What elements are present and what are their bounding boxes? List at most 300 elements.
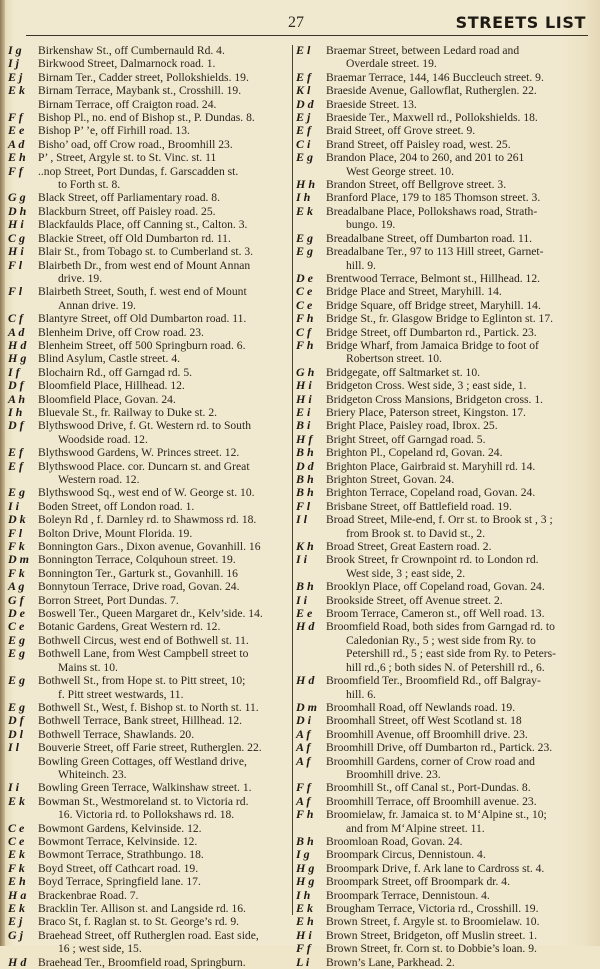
street-entry <box>8 446 290 459</box>
street-entry <box>296 460 581 473</box>
map-grid-reference: I g <box>296 847 310 862</box>
street-entry <box>296 245 581 272</box>
street-entry <box>8 44 290 57</box>
street-entry <box>8 902 290 915</box>
street-entry <box>296 326 581 339</box>
street-entry <box>8 205 290 218</box>
street-description <box>38 822 290 835</box>
street-description <box>38 875 290 888</box>
map-grid-reference: F h <box>296 337 314 352</box>
map-grid-reference: C f <box>296 324 311 339</box>
map-grid-reference: G f <box>8 592 24 607</box>
street-description-line: Boyd Street, off Cathcart road. 19. <box>38 861 199 875</box>
map-grid-reference: D d <box>296 458 314 473</box>
map-grid-reference: H h <box>296 177 316 192</box>
street-description-continuation: West George street. 10. <box>346 164 454 178</box>
street-entry <box>8 486 290 499</box>
street-description-continuation: Petershill rd., 5 ; east side from Ry. to Peters- <box>346 647 557 661</box>
street-description-line: Bridge Place and Street, Maryhill. 14. <box>326 285 502 299</box>
map-grid-reference: D e <box>8 606 25 621</box>
street-description-line: Broom Terrace, Cameron st., off Well road. 13. <box>326 607 545 621</box>
street-description-line: Bright Street, off Garngad road. 5. <box>326 432 486 446</box>
street-description <box>326 915 581 928</box>
street-entry <box>8 379 290 392</box>
street-description-line: Blythswood Gardens, W. Princes street. 12. <box>38 446 240 460</box>
street-description <box>38 111 290 124</box>
map-grid-reference: G j <box>8 927 23 942</box>
street-description <box>326 71 581 84</box>
street-entry <box>8 553 290 566</box>
street-description <box>38 580 290 593</box>
map-grid-reference: H i <box>296 391 312 406</box>
street-description <box>326 406 581 419</box>
street-description-continuation: from Brook st. to David st., 2. <box>346 526 486 540</box>
street-description-line: Bracklin Ter. Allison st. and Langside rd. 16. <box>38 902 246 915</box>
street-description <box>38 540 290 553</box>
street-description-line: Bridge St., fr. Glasgow Bridge to Eglinton st. 17. <box>326 312 554 326</box>
street-description-line: Bloomfield Place, Govan. 24. <box>38 392 176 406</box>
map-grid-reference: D m <box>296 699 317 714</box>
street-entry <box>296 433 581 446</box>
street-description-line: Bowmont Gardens, Kelvinside. 12. <box>38 821 202 835</box>
street-description-line: Brooklyn Place, off Copeland road, Govan. 24. <box>326 580 545 594</box>
street-entry <box>8 956 290 969</box>
street-description-line: Brown Street, Bridgeton, off Muslin street. 1. <box>326 928 538 942</box>
street-description-line: Brown Street, fr. Corn st. to Dobbie’s loan. 9. <box>326 942 537 956</box>
map-grid-reference: E e <box>8 123 25 138</box>
map-grid-reference: E k <box>296 901 314 915</box>
map-grid-reference: B h <box>296 472 314 486</box>
street-description <box>326 714 581 727</box>
street-description-line: Bowman St., Westmoreland st. to Victoria rd. <box>38 794 249 808</box>
street-description-line: Bright Place, Paisley road, Ibrox. 25. <box>326 419 498 433</box>
map-grid-reference: H i <box>296 378 312 393</box>
street-entry <box>296 513 581 540</box>
street-description <box>326 44 581 71</box>
map-grid-reference: L i <box>296 954 310 969</box>
map-grid-reference: C e <box>8 619 25 634</box>
street-entry <box>8 326 290 339</box>
street-description-line: Brandon Street, off Bellgrove street. 3. <box>326 178 507 192</box>
street-description-line: Braemar Street, between Ledard road and <box>326 44 520 57</box>
street-description-line: Bridge Street, off Dumbarton rd., Partick. 23. <box>326 325 537 339</box>
street-entry <box>296 191 581 204</box>
map-grid-reference: I i <box>8 780 20 795</box>
street-description-line: Broomhill St., off Canal st., Port-Dundas. 8. <box>326 781 531 795</box>
street-entry <box>296 178 581 191</box>
street-description-line: Braid Street, off Grove street. 9. <box>326 124 476 138</box>
street-description-line: Blantyre Street, off Old Dumbarton road. 11. <box>38 312 247 326</box>
street-description-line: Broomhill Terrace, off Broomhill avenue. 23. <box>326 794 537 808</box>
street-description-continuation: Western road. 12. <box>58 473 140 486</box>
street-description <box>326 366 581 379</box>
map-grid-reference: I i <box>296 552 308 567</box>
street-entry <box>8 741 290 754</box>
street-description-line: Blairbeth Street, South, f. west end of Mount <box>38 285 247 299</box>
street-entry <box>296 835 581 848</box>
street-description-line: Bowmont Terrace, Kelvinside. 12. <box>38 834 198 848</box>
street-entry <box>8 755 290 782</box>
street-entry <box>296 540 581 553</box>
street-description <box>38 620 290 633</box>
street-entry <box>296 714 581 727</box>
street-description-line: Blythswood Place. cor. Duncarn st. and Great <box>38 459 250 473</box>
street-description-line: Bonnington Gars., Dixon avenue, Govanhill. 16 <box>38 540 261 554</box>
street-entry <box>296 285 581 298</box>
street-description-line: Broomfield Ter., Broomfield Rd., off Balgray- <box>326 674 541 688</box>
street-description-continuation: West side, 3 ; east side, 2. <box>346 566 466 580</box>
street-description-line: Bisho’ oad, off Crow road., Broomhill 23. <box>38 137 233 151</box>
street-entry <box>296 419 581 432</box>
street-description <box>38 232 290 245</box>
street-description-line: Bishop Pl., no. end of Bishop st., P. Dundas. 8. <box>38 111 255 125</box>
map-grid-reference: B h <box>296 485 314 500</box>
street-description-line: Bonnington Terrace, Colquhoun street. 19. <box>38 553 236 567</box>
street-description-line: Brookside Street, off Avenue street. 2. <box>326 593 503 607</box>
map-grid-reference: K l <box>296 83 311 98</box>
street-description-line: Briery Place, Paterson street, Kingston. 17. <box>326 405 526 419</box>
map-grid-reference: I l <box>296 512 308 527</box>
street-description-line: Bouverie Street, off Farie street, Rutherglen. 22. <box>38 741 262 755</box>
street-description-line: Brand Street, off Paisley road, west. 25. <box>326 137 511 151</box>
map-grid-reference: E j <box>296 110 311 125</box>
street-entry <box>296 111 581 124</box>
map-grid-reference: F f <box>8 110 23 125</box>
street-description <box>38 956 290 969</box>
street-description <box>326 875 581 888</box>
street-description <box>326 540 581 553</box>
street-description-line: Bothwell Lane, from West Campbell street to <box>38 647 249 661</box>
header-rule <box>26 35 588 36</box>
street-description <box>38 795 290 822</box>
street-entry <box>8 647 290 674</box>
street-description-line: Blythswood Sq., west end of W. George st. 10. <box>38 486 255 500</box>
street-description-line: Bothwell Terrace, Shawlands. 20. <box>38 727 195 741</box>
street-description <box>38 755 290 782</box>
street-description-line: P’ , Street, Argyle st. to St. Vinc. st. 11 <box>38 151 217 165</box>
street-entry <box>296 889 581 902</box>
street-description-line: Broomhill Gardens, corner of Crow road and <box>326 754 535 768</box>
street-entry <box>8 594 290 607</box>
street-description <box>38 848 290 861</box>
street-description <box>326 795 581 808</box>
street-description-line: Braehead Street, off Rutherglen road. East side, <box>38 928 259 942</box>
street-description <box>38 57 290 70</box>
street-description <box>38 486 290 499</box>
street-entry <box>296 393 581 406</box>
street-description-line: Brighton Pl., Copeland rd, Govan. 24. <box>326 446 503 460</box>
street-description <box>326 848 581 861</box>
street-description-line: Broomielaw, fr. Jamaica st. to M‘Alpine st., 10; <box>326 808 547 822</box>
map-grid-reference: F l <box>296 498 311 513</box>
street-description <box>326 245 581 272</box>
street-description-line: Bridgeton Cross Mansions, Bridgeton cross. 1. <box>326 392 544 406</box>
street-entry <box>8 352 290 365</box>
map-grid-reference: E k <box>8 83 26 98</box>
street-entry <box>8 259 290 286</box>
street-description-continuation: Mains st. 10. <box>58 660 118 674</box>
street-entry <box>296 848 581 861</box>
street-description-line: Bowmont Terrace, Strathbungo. 18. <box>38 848 204 862</box>
street-description <box>326 553 581 580</box>
map-grid-reference: E f <box>8 445 23 460</box>
street-entry <box>296 875 581 888</box>
map-grid-reference: E g <box>8 673 26 688</box>
map-grid-reference: C f <box>8 311 23 326</box>
street-entry <box>8 232 290 245</box>
street-description-line: Bloomfield Place, Hillhead. 12. <box>38 379 185 393</box>
street-entry <box>296 741 581 754</box>
map-grid-reference: F k <box>8 539 25 554</box>
street-description <box>326 902 581 915</box>
street-description <box>326 755 581 782</box>
street-description <box>326 191 581 204</box>
map-grid-reference: K h <box>296 539 314 554</box>
map-grid-reference: H i <box>8 217 24 232</box>
map-grid-reference: G g <box>8 190 26 205</box>
street-description-line: Braemar Terrace, 144, 146 Buccleuch street. 9. <box>326 70 544 84</box>
street-entry <box>296 942 581 955</box>
street-description-line: Broompark Terrace, Dennistoun. 4. <box>326 888 490 902</box>
map-grid-reference: I h <box>8 404 23 419</box>
street-entry <box>296 446 581 459</box>
street-description <box>38 513 290 526</box>
map-grid-reference: H g <box>296 860 315 875</box>
street-description-line: Broomhill Avenue, off Broomhill drive. 23. <box>326 727 528 741</box>
map-grid-reference: F l <box>8 525 23 540</box>
map-grid-reference: B h <box>296 833 314 848</box>
street-entry <box>8 527 290 540</box>
map-grid-reference: E l <box>296 43 311 57</box>
street-description <box>326 326 581 339</box>
map-grid-reference: E f <box>296 123 311 138</box>
map-grid-reference: E k <box>8 847 26 862</box>
street-description-line: Bridgegate, off Saltmarket st. 10. <box>326 365 481 379</box>
street-description-line: Brighton Terrace, Copeland road, Govan. 24. <box>326 486 536 500</box>
street-description-continuation: hill rd.,6 ; both sides N. of Petershill rd., 6. <box>346 660 545 674</box>
street-description-line: Birnam Terrace, Maybank st., Crosshill. 19. <box>38 84 242 98</box>
map-grid-reference: I j <box>8 56 20 71</box>
map-grid-reference: H d <box>296 619 315 634</box>
street-description-line: Brook Street, fr Crownpoint rd. to London rd. <box>326 553 539 567</box>
street-description <box>326 98 581 111</box>
street-description <box>38 326 290 339</box>
street-description <box>38 84 290 97</box>
street-description <box>38 567 290 580</box>
map-grid-reference: D l <box>8 726 23 741</box>
map-grid-reference: C e <box>296 284 313 299</box>
street-description <box>326 419 581 432</box>
column-divider <box>292 45 293 915</box>
street-description-line: Boyd Terrace, Springfield lane. 17. <box>38 875 201 889</box>
map-grid-reference: E j <box>8 69 23 84</box>
street-description <box>38 634 290 647</box>
street-entry <box>296 701 581 714</box>
map-grid-reference: I h <box>296 190 311 205</box>
street-description-line: Breadalbane Place, Pollokshaws road, Strath- <box>326 204 538 218</box>
map-grid-reference: D k <box>8 512 26 527</box>
street-entry <box>296 379 581 392</box>
map-grid-reference: F f <box>296 780 311 795</box>
street-description-line: Broompark Circus, Dennistoun. 4. <box>326 848 486 862</box>
page-header <box>26 12 586 36</box>
map-grid-reference: H a <box>8 887 27 902</box>
street-description <box>38 245 290 258</box>
street-description <box>38 728 290 741</box>
street-description <box>326 942 581 955</box>
street-description <box>38 151 290 164</box>
street-description-continuation: Caledonian Ry., 5 ; west side from Ry. to <box>346 633 536 647</box>
street-entry <box>296 902 581 915</box>
street-description <box>38 406 290 419</box>
street-description-line: Brown Street, f. Argyle st. to Broomielaw. 10. <box>326 915 540 929</box>
map-grid-reference: F f <box>296 941 311 956</box>
street-description-line: Bonnington Ter., Garturk st., Govanhill. 16 <box>38 566 238 580</box>
map-grid-reference: F h <box>296 311 314 326</box>
map-grid-reference: D d <box>296 96 314 111</box>
street-description <box>38 889 290 902</box>
street-description <box>38 741 290 754</box>
street-description <box>38 915 290 928</box>
street-entry <box>296 84 581 97</box>
street-description-line: Braeside Ter., Maxwell rd., Pollokshields. 18. <box>326 111 538 125</box>
street-description <box>38 218 290 231</box>
map-grid-reference: A f <box>296 793 311 808</box>
street-description <box>326 607 581 620</box>
street-description-continuation: and from M‘Alpine street. 11. <box>346 821 485 835</box>
map-grid-reference: F f <box>8 163 23 178</box>
street-entry <box>296 674 581 701</box>
street-entry <box>296 862 581 875</box>
street-description <box>326 728 581 741</box>
street-description <box>38 929 290 956</box>
street-description-line: Braehead Ter., Broomfield road, Springburn. <box>38 955 246 969</box>
street-description-continuation: to Forth st. 8. <box>58 178 121 192</box>
street-description-line: Blair St., from Tobago st. to Cumberland st. 3. <box>38 245 254 259</box>
street-entry <box>8 218 290 231</box>
street-entry <box>296 98 581 111</box>
street-description <box>326 741 581 754</box>
map-grid-reference: H i <box>8 244 24 259</box>
map-grid-reference: D f <box>8 418 24 433</box>
map-grid-reference: H d <box>8 954 27 969</box>
street-description-line: Bowling Green Cottages, off Westland drive, <box>38 754 247 768</box>
map-grid-reference: H g <box>296 874 315 889</box>
street-description <box>38 205 290 218</box>
street-entry <box>296 339 581 366</box>
map-grid-reference: A g <box>8 579 25 594</box>
street-description <box>326 446 581 459</box>
street-entry <box>8 366 290 379</box>
street-description-line: Braeside Avenue, Gallowflat, Rutherglen. 22. <box>326 84 537 98</box>
street-entry <box>296 272 581 285</box>
street-description <box>38 98 290 111</box>
street-description-line: Bridge Wharf, from Jamaica Bridge to foot of <box>326 338 539 352</box>
map-grid-reference: I f <box>8 364 20 379</box>
street-description <box>38 714 290 727</box>
street-description-line: Birkenshaw St., off Cumbernauld Rd. 4. <box>38 44 225 57</box>
street-description-line: Boleyn Rd , f. Darnley rd. to Shawmoss rd. 18. <box>38 513 257 527</box>
map-grid-reference: F h <box>296 807 314 822</box>
map-grid-reference: C e <box>296 297 313 312</box>
street-description <box>38 553 290 566</box>
street-description-line: Broad Street, Mile-end, f. Orr st. to Brook st , 3 ; <box>326 513 553 527</box>
street-description <box>326 393 581 406</box>
street-description <box>38 339 290 352</box>
map-grid-reference: F k <box>8 565 25 580</box>
street-description <box>326 339 581 366</box>
street-description-line: Blairbeth Dr., from west end of Mount Annan <box>38 258 251 272</box>
street-description <box>38 259 290 286</box>
street-description <box>38 500 290 513</box>
street-description-line: Bolton Drive, Mount Florida. 19. <box>38 526 193 540</box>
street-description-line: Broomhall Street, off West Scotland st. 18 <box>326 714 522 728</box>
street-entry <box>8 567 290 580</box>
street-entry <box>8 84 290 97</box>
street-description <box>326 285 581 298</box>
map-grid-reference: C g <box>8 230 26 245</box>
street-description <box>38 902 290 915</box>
street-entry <box>296 486 581 499</box>
street-description <box>38 191 290 204</box>
left-column <box>8 44 290 969</box>
street-description <box>38 594 290 607</box>
street-description-line: Bluevale St., fr. Railway to Duke st. 2. <box>38 405 218 419</box>
street-description-line: Brentwood Terrace, Belmont st., Hillhead. 12. <box>326 271 541 285</box>
street-entry <box>296 607 581 620</box>
map-grid-reference: E h <box>8 150 26 165</box>
street-description-line: Blenheim Drive, off Crow road. 23. <box>38 325 204 339</box>
street-description-line: Breadalbane Ter., 97 to 113 Hill street, Garnet- <box>326 245 544 259</box>
street-entry <box>8 540 290 553</box>
street-description <box>326 956 581 969</box>
map-grid-reference: E g <box>8 485 26 500</box>
street-description-continuation: Broomhill drive. 23. <box>346 767 441 781</box>
street-entry <box>8 795 290 822</box>
map-grid-reference: E g <box>8 632 26 647</box>
street-description <box>38 419 290 446</box>
map-grid-reference: D f <box>8 713 24 728</box>
street-description <box>326 889 581 902</box>
map-grid-reference: F l <box>8 284 23 299</box>
street-description-line: Brighton Place, Gairbraid st. Maryhill rd. 14. <box>326 459 536 473</box>
map-grid-reference: I l <box>8 740 20 755</box>
street-description-line: Brandon Place, 204 to 260, and 201 to 261 <box>326 151 525 165</box>
street-description-continuation: Overdale street. 19. <box>346 57 437 71</box>
street-entry <box>8 339 290 352</box>
map-grid-reference: E f <box>8 458 23 473</box>
street-entry <box>296 71 581 84</box>
street-description-line: Bishop P’ ’e, off Firhill road. 13. <box>38 124 190 138</box>
map-grid-reference: A d <box>8 324 25 339</box>
street-description <box>326 701 581 714</box>
map-grid-reference: C i <box>296 136 311 151</box>
map-grid-reference: F l <box>8 257 23 272</box>
street-description <box>38 460 290 487</box>
street-entry <box>8 285 290 312</box>
street-entry <box>296 312 581 325</box>
street-description <box>326 272 581 285</box>
street-entry <box>296 620 581 674</box>
street-description <box>326 433 581 446</box>
street-entry <box>296 781 581 794</box>
street-description-line: ..nop Street, Port Dundas, f. Garscadden st. <box>38 164 239 178</box>
street-entry <box>8 915 290 928</box>
map-grid-reference: H i <box>296 927 312 942</box>
street-entry <box>8 98 290 111</box>
street-description <box>38 285 290 312</box>
street-description <box>326 379 581 392</box>
